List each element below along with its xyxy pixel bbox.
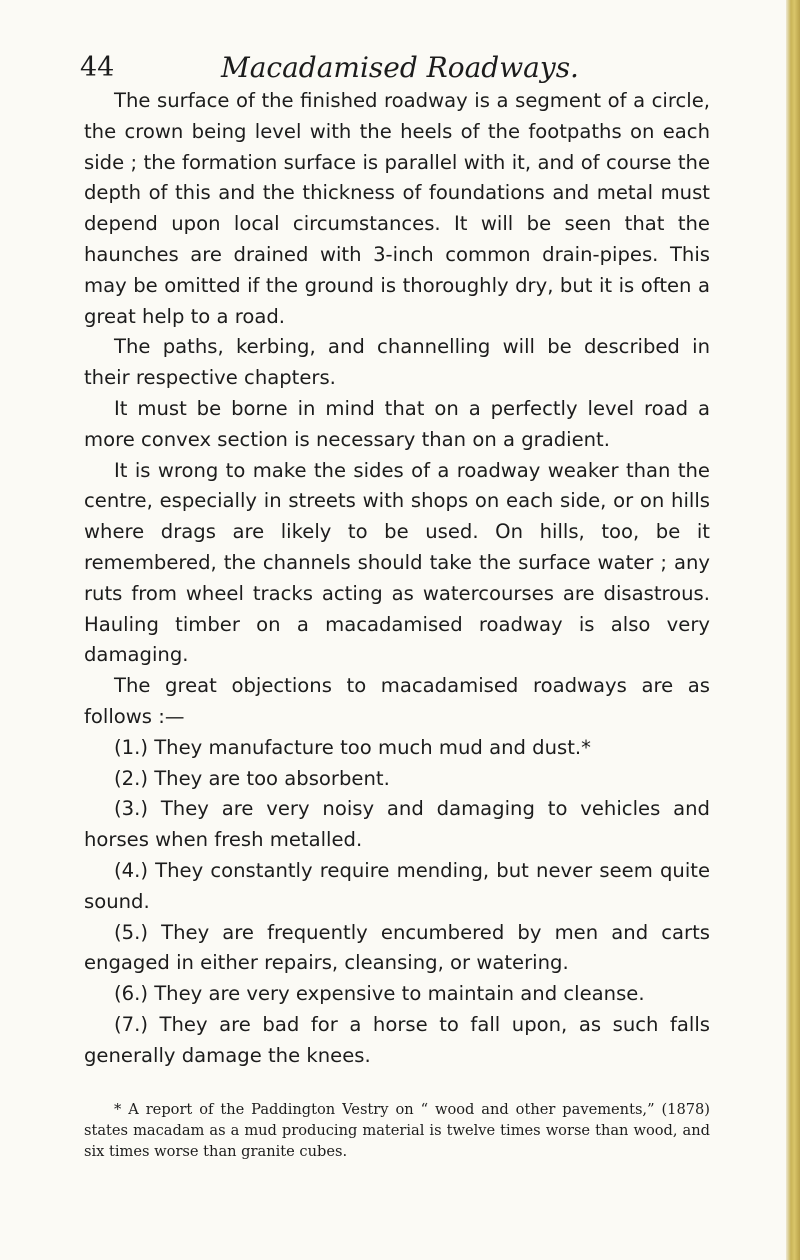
paragraph: It must be borne in mind that on a perfectly level road a more convex section is necessary than on a gradient. [84, 396, 710, 451]
page-edge [786, 0, 800, 1260]
objection-item: (2.) They are too absorbent. [114, 766, 390, 790]
footnote: * A report of the Paddington Vestry on “ wood and other pavements,” (1878) states macadam as a mud producing material is twelve times worse than wood, and six times worse than granite cubes. [84, 1101, 710, 1160]
objection-item: (1.) They manufacture too much mud and dust.* [114, 735, 591, 759]
paragraph: The great objections to macadamised roadways are as follows :— [84, 674, 710, 728]
paragraph: The paths, kerbing, and channelling will be described in their respective chapters. [84, 335, 710, 390]
running-title: Macadamised Roadways. [221, 51, 579, 84]
objection-item: (5.) They are frequently encumbered by men and carts engaged in either repairs, cleansing, or watering. [84, 920, 710, 975]
paragraph: It is wrong to make the sides of a roadway weaker than the centre, especially in streets with shops on each side, or on hills where drags are likely to be used. On hills, too, be it remembered, the channels should take the surface water ; any ruts from wheel tracks acting as watercourses are disastrous. Hauling timber on a macadamised roadway is also very damaging. [84, 458, 710, 667]
page-header [80, 48, 720, 88]
objection-item: (3.) They are very noisy and damaging to vehicles and horses when fresh metalled. [84, 797, 710, 852]
body-text [84, 86, 710, 1072]
objection-item: (6.) They are very expensive to maintain and cleanse. [114, 982, 645, 1006]
page-number: 44 [80, 52, 115, 83]
paragraph: The surface of the finished roadway is a segment of a circle, the crown being level with the heels of the footpaths on each side ; the formation surface is parallel with it, and of course the depth of this and the thickness of foundations and metal must depend upon local circumstances. It will be seen that the haunches are drained with 3-inch common drain-pipes. This may be omitted if the ground is thoroughly dry, but it is often a great help to a road. [84, 89, 710, 328]
objection-item: (7.) They are bad for a horse to fall upon, as such falls generally damage the knees. [84, 1012, 710, 1067]
objection-item: (4.) They constantly require mending, but never seem quite sound. [84, 858, 710, 913]
